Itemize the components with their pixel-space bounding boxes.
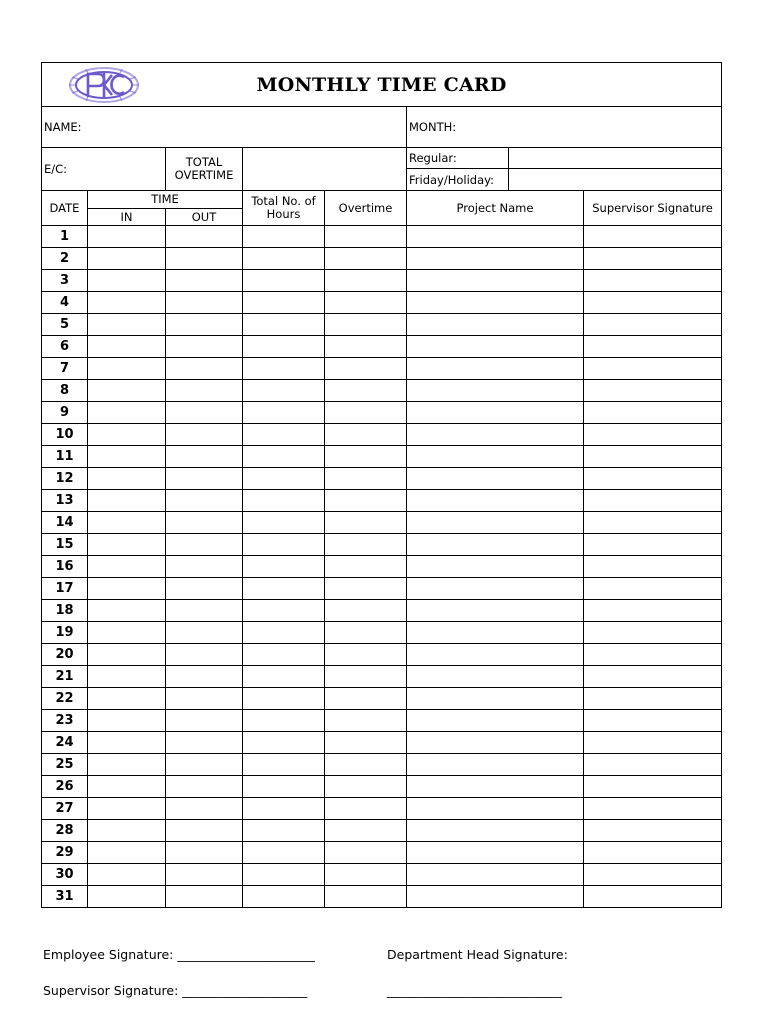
total-hours-cell[interactable] bbox=[243, 886, 325, 908]
project-name-cell[interactable] bbox=[407, 578, 584, 600]
total-hours-cell[interactable] bbox=[243, 644, 325, 666]
total-hours-cell[interactable] bbox=[243, 490, 325, 512]
project-name-cell[interactable] bbox=[407, 842, 584, 864]
time-in-cell[interactable] bbox=[88, 820, 166, 842]
day-number: 27 bbox=[42, 798, 88, 820]
total-hours-cell[interactable] bbox=[243, 622, 325, 644]
total-hours-cell[interactable] bbox=[243, 270, 325, 292]
total-hours-cell[interactable] bbox=[243, 798, 325, 820]
employee-signature-line: Employee Signature: ______________________ bbox=[43, 947, 315, 962]
time-out-cell[interactable] bbox=[166, 468, 243, 490]
supervisor-signature-cell[interactable] bbox=[584, 776, 722, 798]
supervisor-signature-line: Supervisor Signature: ____________________ bbox=[43, 983, 308, 998]
overtime-cell[interactable] bbox=[325, 820, 407, 842]
time-out-cell[interactable] bbox=[166, 380, 243, 402]
table-row bbox=[42, 490, 722, 512]
overtime-cell[interactable] bbox=[325, 380, 407, 402]
overtime-cell[interactable] bbox=[325, 490, 407, 512]
supervisor-signature-cell[interactable] bbox=[584, 512, 722, 534]
day-number: 21 bbox=[42, 666, 88, 688]
table-row bbox=[42, 886, 722, 908]
time-out-cell[interactable] bbox=[166, 336, 243, 358]
supervisor-signature-cell[interactable] bbox=[584, 424, 722, 446]
day-number: 26 bbox=[42, 776, 88, 798]
table-row bbox=[42, 820, 722, 842]
total-hours-cell[interactable] bbox=[243, 754, 325, 776]
regular-label: Regular: bbox=[407, 148, 509, 169]
total-hours-cell[interactable] bbox=[243, 842, 325, 864]
table-row bbox=[42, 842, 722, 864]
project-name-cell[interactable] bbox=[407, 226, 584, 248]
project-name-cell[interactable] bbox=[407, 446, 584, 468]
table-row bbox=[42, 424, 722, 446]
overtime-cell[interactable] bbox=[325, 666, 407, 688]
overtime-cell[interactable] bbox=[325, 512, 407, 534]
project-name-cell[interactable] bbox=[407, 380, 584, 402]
day-number: 4 bbox=[42, 292, 88, 314]
time-out-cell[interactable] bbox=[166, 842, 243, 864]
table-row bbox=[42, 754, 722, 776]
day-number: 19 bbox=[42, 622, 88, 644]
project-name-cell[interactable] bbox=[407, 556, 584, 578]
day-number: 11 bbox=[42, 446, 88, 468]
total-hours-cell[interactable] bbox=[243, 402, 325, 424]
table-row bbox=[42, 578, 722, 600]
table-row bbox=[42, 710, 722, 732]
date-header: DATE bbox=[42, 191, 88, 226]
table-row bbox=[42, 292, 722, 314]
day-number: 17 bbox=[42, 578, 88, 600]
overtime-header: Overtime bbox=[325, 191, 407, 226]
supervisor-signature-cell[interactable] bbox=[584, 864, 722, 886]
overtime-cell[interactable] bbox=[325, 292, 407, 314]
overtime-cell[interactable] bbox=[325, 710, 407, 732]
overtime-cell[interactable] bbox=[325, 754, 407, 776]
table-row bbox=[42, 248, 722, 270]
project-name-cell[interactable] bbox=[407, 776, 584, 798]
time-out-cell[interactable] bbox=[166, 490, 243, 512]
day-number: 23 bbox=[42, 710, 88, 732]
supervisor-signature-cell[interactable] bbox=[584, 820, 722, 842]
table-row bbox=[42, 314, 722, 336]
time-out-cell[interactable] bbox=[166, 556, 243, 578]
project-name-cell[interactable] bbox=[407, 886, 584, 908]
project-name-cell[interactable] bbox=[407, 600, 584, 622]
friday-holiday-label: Friday/Holiday: bbox=[407, 169, 509, 191]
supervisor-signature-cell[interactable] bbox=[584, 600, 722, 622]
total-hours-cell[interactable] bbox=[243, 732, 325, 754]
supervisor-signature-cell[interactable] bbox=[584, 622, 722, 644]
time-out-header: OUT bbox=[166, 209, 243, 226]
project-name-cell[interactable] bbox=[407, 512, 584, 534]
total-hours-cell[interactable] bbox=[243, 380, 325, 402]
overtime-cell[interactable] bbox=[325, 798, 407, 820]
table-row bbox=[42, 798, 722, 820]
supervisor-signature-cell[interactable] bbox=[584, 556, 722, 578]
time-out-cell[interactable] bbox=[166, 226, 243, 248]
time-in-cell[interactable] bbox=[88, 842, 166, 864]
table-row bbox=[42, 622, 722, 644]
project-name-cell[interactable] bbox=[407, 688, 584, 710]
supervisor-signature-cell[interactable] bbox=[584, 292, 722, 314]
time-in-cell[interactable] bbox=[88, 600, 166, 622]
supervisor-signature-cell[interactable] bbox=[584, 226, 722, 248]
project-name-cell[interactable] bbox=[407, 292, 584, 314]
supervisor-signature-cell[interactable] bbox=[584, 468, 722, 490]
supervisor-signature-cell[interactable] bbox=[584, 270, 722, 292]
time-in-cell[interactable] bbox=[88, 270, 166, 292]
day-number: 30 bbox=[42, 864, 88, 886]
day-number: 13 bbox=[42, 490, 88, 512]
overtime-cell[interactable] bbox=[325, 776, 407, 798]
time-out-cell[interactable] bbox=[166, 402, 243, 424]
overtime-cell[interactable] bbox=[325, 314, 407, 336]
overtime-cell[interactable] bbox=[325, 336, 407, 358]
time-out-cell[interactable] bbox=[166, 732, 243, 754]
total-hours-cell[interactable] bbox=[243, 226, 325, 248]
time-in-cell[interactable] bbox=[88, 886, 166, 908]
day-number: 10 bbox=[42, 424, 88, 446]
time-out-cell[interactable] bbox=[166, 358, 243, 380]
month-label: MONTH: bbox=[409, 120, 457, 134]
overtime-cell[interactable] bbox=[325, 226, 407, 248]
time-in-cell[interactable] bbox=[88, 534, 166, 556]
day-number: 1 bbox=[42, 226, 88, 248]
name-label: NAME: bbox=[44, 120, 82, 134]
table-row bbox=[42, 864, 722, 886]
time-out-cell[interactable] bbox=[166, 754, 243, 776]
time-in-cell[interactable] bbox=[88, 556, 166, 578]
friday-holiday-value[interactable] bbox=[509, 169, 722, 191]
time-in-cell[interactable] bbox=[88, 380, 166, 402]
time-out-cell[interactable] bbox=[166, 600, 243, 622]
total-hours-cell[interactable] bbox=[243, 358, 325, 380]
overtime-cell[interactable] bbox=[325, 468, 407, 490]
time-header: TIME bbox=[88, 191, 243, 209]
time-in-cell[interactable] bbox=[88, 468, 166, 490]
day-number: 24 bbox=[42, 732, 88, 754]
page-title: MONTHLY TIME CARD bbox=[256, 73, 507, 96]
table-row bbox=[42, 336, 722, 358]
project-name-cell[interactable] bbox=[407, 248, 584, 270]
time-out-cell[interactable] bbox=[166, 534, 243, 556]
time-in-cell[interactable] bbox=[88, 798, 166, 820]
day-number: 25 bbox=[42, 754, 88, 776]
supervisor-signature-cell[interactable] bbox=[584, 644, 722, 666]
time-in-header: IN bbox=[88, 209, 166, 226]
total-hours-cell[interactable] bbox=[243, 248, 325, 270]
time-in-cell[interactable] bbox=[88, 446, 166, 468]
total-hours-cell[interactable] bbox=[243, 820, 325, 842]
overtime-cell[interactable] bbox=[325, 424, 407, 446]
supervisor-signature-cell[interactable] bbox=[584, 446, 722, 468]
time-card-sheet bbox=[41, 62, 721, 908]
supervisor-signature-cell[interactable] bbox=[584, 688, 722, 710]
time-out-cell[interactable] bbox=[166, 248, 243, 270]
supervisor-signature-cell[interactable] bbox=[584, 490, 722, 512]
total-hours-cell[interactable] bbox=[243, 600, 325, 622]
time-out-cell[interactable] bbox=[166, 578, 243, 600]
time-out-cell[interactable] bbox=[166, 644, 243, 666]
total-hours-cell[interactable] bbox=[243, 710, 325, 732]
overtime-cell[interactable] bbox=[325, 842, 407, 864]
overtime-cell[interactable] bbox=[325, 600, 407, 622]
time-in-cell[interactable] bbox=[88, 732, 166, 754]
supervisor-signature-cell[interactable] bbox=[584, 754, 722, 776]
project-name-cell[interactable] bbox=[407, 622, 584, 644]
ec-field[interactable] bbox=[42, 148, 166, 191]
total-hours-cell[interactable] bbox=[243, 446, 325, 468]
day-number: 18 bbox=[42, 600, 88, 622]
day-number: 6 bbox=[42, 336, 88, 358]
project-name-cell[interactable] bbox=[407, 864, 584, 886]
project-name-cell[interactable] bbox=[407, 534, 584, 556]
project-name-cell[interactable] bbox=[407, 754, 584, 776]
day-number: 14 bbox=[42, 512, 88, 534]
time-in-cell[interactable] bbox=[88, 490, 166, 512]
project-name-cell[interactable] bbox=[407, 798, 584, 820]
table-row bbox=[42, 512, 722, 534]
month-field[interactable] bbox=[407, 107, 722, 148]
time-in-cell[interactable] bbox=[88, 512, 166, 534]
project-name-cell[interactable] bbox=[407, 270, 584, 292]
project-name-cell[interactable] bbox=[407, 490, 584, 512]
time-out-cell[interactable] bbox=[166, 622, 243, 644]
table-row bbox=[42, 600, 722, 622]
total-hours-cell[interactable] bbox=[243, 666, 325, 688]
overtime-cell[interactable] bbox=[325, 578, 407, 600]
total-hours-cell[interactable] bbox=[243, 336, 325, 358]
overtime-cell[interactable] bbox=[325, 886, 407, 908]
supervisor-signature-cell[interactable] bbox=[584, 358, 722, 380]
overtime-cell[interactable] bbox=[325, 644, 407, 666]
time-in-cell[interactable] bbox=[88, 710, 166, 732]
time-out-cell[interactable] bbox=[166, 666, 243, 688]
day-number: 8 bbox=[42, 380, 88, 402]
total-hours-cell[interactable] bbox=[243, 688, 325, 710]
supervisor-signature-cell[interactable] bbox=[584, 534, 722, 556]
total-hours-cell[interactable] bbox=[243, 292, 325, 314]
time-in-cell[interactable] bbox=[88, 622, 166, 644]
table-row bbox=[42, 380, 722, 402]
table-row bbox=[42, 226, 722, 248]
supervisor-signature-cell[interactable] bbox=[584, 314, 722, 336]
overtime-cell[interactable] bbox=[325, 622, 407, 644]
time-out-cell[interactable] bbox=[166, 446, 243, 468]
time-in-cell[interactable] bbox=[88, 314, 166, 336]
supervisor-signature-cell[interactable] bbox=[584, 798, 722, 820]
supervisor-signature-cell[interactable] bbox=[584, 402, 722, 424]
table-row bbox=[42, 644, 722, 666]
time-in-cell[interactable] bbox=[88, 336, 166, 358]
time-in-cell[interactable] bbox=[88, 578, 166, 600]
time-out-cell[interactable] bbox=[166, 292, 243, 314]
day-number: 29 bbox=[42, 842, 88, 864]
time-out-cell[interactable] bbox=[166, 864, 243, 886]
department-head-signature-label: Department Head Signature: bbox=[387, 947, 568, 962]
table-row bbox=[42, 468, 722, 490]
overtime-cell[interactable] bbox=[325, 358, 407, 380]
project-name-cell[interactable] bbox=[407, 732, 584, 754]
total-hours-cell[interactable] bbox=[243, 578, 325, 600]
time-in-cell[interactable] bbox=[88, 644, 166, 666]
day-number: 9 bbox=[42, 402, 88, 424]
total-hours-cell[interactable] bbox=[243, 468, 325, 490]
table-row bbox=[42, 732, 722, 754]
time-in-cell[interactable] bbox=[88, 666, 166, 688]
regular-value[interactable] bbox=[509, 148, 722, 169]
pkc-logo-icon bbox=[66, 65, 142, 105]
project-name-cell[interactable] bbox=[407, 336, 584, 358]
supervisor-signature-cell[interactable] bbox=[584, 336, 722, 358]
overtime-cell[interactable] bbox=[325, 732, 407, 754]
project-name-cell[interactable] bbox=[407, 424, 584, 446]
title-cell bbox=[42, 63, 722, 107]
supervisor-signature-cell[interactable] bbox=[584, 578, 722, 600]
project-name-cell[interactable] bbox=[407, 820, 584, 842]
project-name-header: Project Name bbox=[407, 191, 584, 226]
time-out-cell[interactable] bbox=[166, 688, 243, 710]
project-name-cell[interactable] bbox=[407, 314, 584, 336]
overtime-cell[interactable] bbox=[325, 402, 407, 424]
table-row bbox=[42, 270, 722, 292]
time-in-cell[interactable] bbox=[88, 688, 166, 710]
day-number: 7 bbox=[42, 358, 88, 380]
supervisor-signature-cell[interactable] bbox=[584, 842, 722, 864]
project-name-cell[interactable] bbox=[407, 358, 584, 380]
time-out-cell[interactable] bbox=[166, 512, 243, 534]
total-hours-cell[interactable] bbox=[243, 512, 325, 534]
project-name-cell[interactable] bbox=[407, 710, 584, 732]
table-row bbox=[42, 666, 722, 688]
total-hours-cell[interactable] bbox=[243, 314, 325, 336]
day-number: 31 bbox=[42, 886, 88, 908]
time-in-cell[interactable] bbox=[88, 754, 166, 776]
day-number: 5 bbox=[42, 314, 88, 336]
overtime-cell[interactable] bbox=[325, 864, 407, 886]
day-number: 12 bbox=[42, 468, 88, 490]
total-hours-cell[interactable] bbox=[243, 776, 325, 798]
time-in-cell[interactable] bbox=[88, 248, 166, 270]
time-out-cell[interactable] bbox=[166, 424, 243, 446]
total-overtime-value[interactable] bbox=[243, 148, 407, 191]
overtime-cell[interactable] bbox=[325, 688, 407, 710]
overtime-cell[interactable] bbox=[325, 270, 407, 292]
time-in-cell[interactable] bbox=[88, 776, 166, 798]
table-row bbox=[42, 534, 722, 556]
table-row bbox=[42, 446, 722, 468]
day-number: 2 bbox=[42, 248, 88, 270]
time-out-cell[interactable] bbox=[166, 710, 243, 732]
time-in-cell[interactable] bbox=[88, 226, 166, 248]
time-in-cell[interactable] bbox=[88, 424, 166, 446]
time-card-table bbox=[41, 62, 722, 908]
total-hours-cell[interactable] bbox=[243, 534, 325, 556]
total-overtime-label: TOTAL OVERTIME bbox=[166, 148, 243, 191]
time-out-cell[interactable] bbox=[166, 314, 243, 336]
supervisor-signature-cell[interactable] bbox=[584, 710, 722, 732]
supervisor-signature-cell[interactable] bbox=[584, 666, 722, 688]
total-hours-cell[interactable] bbox=[243, 556, 325, 578]
time-in-cell[interactable] bbox=[88, 358, 166, 380]
ec-label: E/C: bbox=[44, 162, 68, 176]
supervisor-signature-cell[interactable] bbox=[584, 732, 722, 754]
department-head-signature-line: ____________________________ bbox=[387, 983, 562, 998]
name-field[interactable] bbox=[42, 107, 407, 148]
total-hours-header: Total No. of Hours bbox=[243, 191, 325, 226]
time-out-cell[interactable] bbox=[166, 886, 243, 908]
supervisor-signature-header: Supervisor Signature bbox=[584, 191, 722, 226]
day-number: 22 bbox=[42, 688, 88, 710]
time-out-cell[interactable] bbox=[166, 776, 243, 798]
table-row bbox=[42, 402, 722, 424]
overtime-cell[interactable] bbox=[325, 248, 407, 270]
project-name-cell[interactable] bbox=[407, 402, 584, 424]
overtime-cell[interactable] bbox=[325, 446, 407, 468]
overtime-cell[interactable] bbox=[325, 534, 407, 556]
table-row bbox=[42, 776, 722, 798]
time-in-cell[interactable] bbox=[88, 864, 166, 886]
supervisor-signature-cell[interactable] bbox=[584, 380, 722, 402]
overtime-cell[interactable] bbox=[325, 556, 407, 578]
project-name-cell[interactable] bbox=[407, 666, 584, 688]
total-hours-cell[interactable] bbox=[243, 424, 325, 446]
project-name-cell[interactable] bbox=[407, 468, 584, 490]
day-number: 28 bbox=[42, 820, 88, 842]
day-number: 20 bbox=[42, 644, 88, 666]
time-in-cell[interactable] bbox=[88, 402, 166, 424]
time-out-cell[interactable] bbox=[166, 820, 243, 842]
table-row bbox=[42, 688, 722, 710]
supervisor-signature-cell[interactable] bbox=[584, 886, 722, 908]
time-out-cell[interactable] bbox=[166, 798, 243, 820]
total-hours-cell[interactable] bbox=[243, 864, 325, 886]
day-number: 15 bbox=[42, 534, 88, 556]
supervisor-signature-cell[interactable] bbox=[584, 248, 722, 270]
time-in-cell[interactable] bbox=[88, 292, 166, 314]
project-name-cell[interactable] bbox=[407, 644, 584, 666]
table-row bbox=[42, 556, 722, 578]
day-number: 16 bbox=[42, 556, 88, 578]
time-out-cell[interactable] bbox=[166, 270, 243, 292]
table-row bbox=[42, 358, 722, 380]
day-number: 3 bbox=[42, 270, 88, 292]
